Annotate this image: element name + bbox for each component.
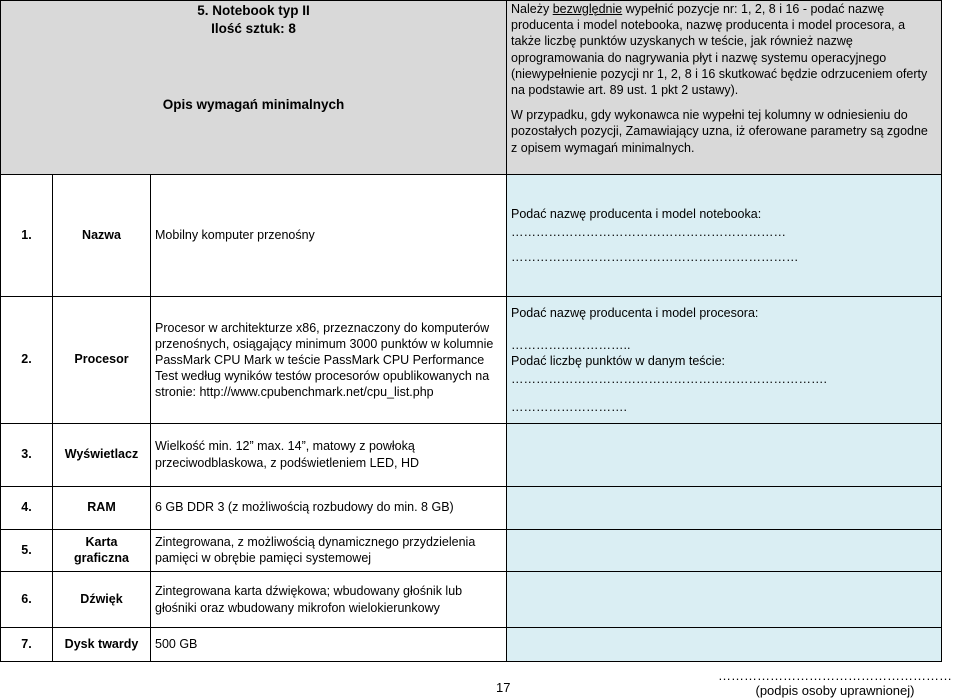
table-row bbox=[1, 530, 942, 572]
table-row bbox=[1, 175, 942, 297]
table-row bbox=[1, 487, 942, 530]
table-row bbox=[1, 424, 942, 487]
fill-in-field[interactable] bbox=[507, 487, 942, 530]
row-number: 4. bbox=[1, 487, 53, 530]
table-header-row bbox=[1, 1, 942, 175]
row-name: Procesor bbox=[53, 297, 151, 424]
row-number: 6. bbox=[1, 572, 53, 628]
row-description: Procesor w architekturze x86, przeznaczony do komputerów przenośnych, osiągający minimum 3000 punktów w kolumnie PassMark CPU Mark w teście PassMark CPU Performance Test według wyników testów procesorów opublikowanych na stronie: http://www.cpubenchmark.net/cpu_list.php bbox=[151, 297, 507, 424]
header-left-cell bbox=[1, 1, 507, 175]
instruction-note: W przypadku, gdy wykonawca nie wypełni tej kolumny w odniesieniu do pozostałych pozycji, Zamawiający uzna, iż oferowane parametry są zgodne z opisem wymagań minimalnych. bbox=[511, 108, 928, 155]
row-name: Karta graficzna bbox=[53, 530, 151, 572]
row-description: Mobilny komputer przenośny bbox=[151, 175, 507, 297]
fill-in-field[interactable] bbox=[507, 628, 942, 662]
instruction-prefix: Należy bbox=[511, 2, 553, 16]
instruction-emphasis: bezwględnie bbox=[552, 2, 623, 16]
fill-line: ………………………………………………………… bbox=[511, 225, 787, 240]
fill-line: Podać liczbę punktów w danym teście: bbox=[511, 354, 726, 368]
table-title: 5. Notebook typ II bbox=[197, 3, 310, 18]
fill-line: Podać nazwę producenta i model procesora: bbox=[511, 306, 759, 320]
row-name: Wyświetlacz bbox=[53, 424, 151, 487]
row-description: 6 GB DDR 3 (z możliwością rozbudowy do min. 8 GB) bbox=[151, 487, 507, 530]
page-number: 17 bbox=[496, 680, 511, 695]
row-description: Wielkość min. 12” max. 14”, matowy z powłoką przeciwodblaskowa, z podświetleniem LED, HD bbox=[151, 424, 507, 487]
instruction-text: wypełnić pozycje nr: 1, 2, 8 i 16 - podać nazwę producenta i model notebooka, nazwę producenta i model procesora, a także liczbę punktów uzyskanych w teście, jak również nazwę oprogramowania do nagrywania płyt i nazwę systemu operacyjnego (niewypełnienie pozycji nr 1, 2, 8 i 16 skutkować będzie odrzuceniem oferty na podstawie art. 89 ust. 1 pkt 2 ustawy). bbox=[511, 2, 928, 98]
row-description: Zintegrowana, z możliwością dynamicznego przydzielenia pamięci w obrębie pamięci systemowej bbox=[151, 530, 507, 572]
signature-line: ……………………………………………… bbox=[718, 668, 952, 683]
signature-block bbox=[718, 668, 952, 698]
row-name: Dźwięk bbox=[53, 572, 151, 628]
fill-line: ……………………….. bbox=[511, 338, 631, 352]
table-row bbox=[1, 297, 942, 424]
table-row bbox=[1, 628, 942, 662]
row-number: 2. bbox=[1, 297, 53, 424]
table-row bbox=[1, 572, 942, 628]
row-name: RAM bbox=[53, 487, 151, 530]
instructions-cell bbox=[507, 1, 942, 175]
fill-line: ………………………. bbox=[511, 400, 627, 414]
fill-in-field[interactable] bbox=[507, 572, 942, 628]
fill-line: …………………………………………………………………. bbox=[511, 372, 827, 386]
row-number: 5. bbox=[1, 530, 53, 572]
row-name: Dysk twardy bbox=[53, 628, 151, 662]
fill-in-field-processor[interactable] bbox=[507, 297, 942, 424]
row-number: 3. bbox=[1, 424, 53, 487]
fill-line: …………………………………………………………… bbox=[511, 249, 799, 264]
fill-line: Podać nazwę producenta i model notebooka: bbox=[511, 206, 762, 221]
row-description: 500 GB bbox=[151, 628, 507, 662]
signature-label: (podpis osoby uprawnionej) bbox=[755, 683, 915, 698]
row-number: 1. bbox=[1, 175, 53, 297]
row-number: 7. bbox=[1, 628, 53, 662]
requirements-label: Opis wymagań minimalnych bbox=[162, 97, 345, 112]
fill-in-field-notebook[interactable] bbox=[507, 175, 942, 297]
quantity-label: Ilość sztuk: 8 bbox=[211, 21, 296, 36]
fill-in-field[interactable] bbox=[507, 424, 942, 487]
row-description: Zintegrowana karta dźwiękowa; wbudowany głośnik lub głośniki oraz wbudowany mikrofon wielokierunkowy bbox=[151, 572, 507, 628]
row-name: Nazwa bbox=[53, 175, 151, 297]
fill-in-field[interactable] bbox=[507, 530, 942, 572]
